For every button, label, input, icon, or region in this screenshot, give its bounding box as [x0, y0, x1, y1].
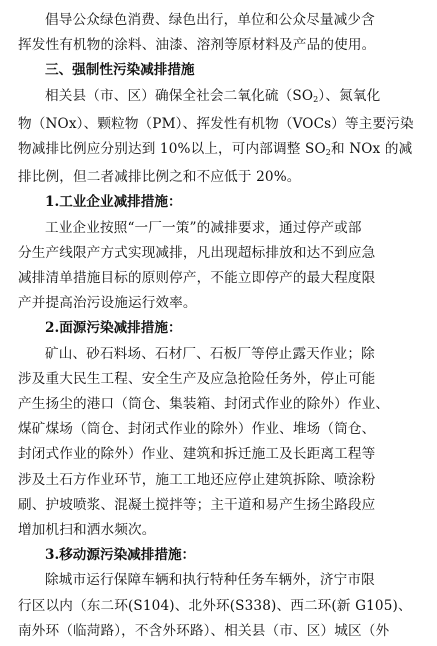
- text-line: 排比例，但二者减排比例之和不应低于 20%。: [18, 169, 301, 186]
- text-line: 相关县（市、区）确保全社会二氧化硫$(SO_2)$、氮氧化: [45, 87, 381, 104]
- subheading-industrial: 1.工业企业减排措施：: [45, 194, 182, 211]
- paragraph-mobile-source: [18, 568, 423, 644]
- text-line: 增加机扫和洒水频次。: [18, 522, 156, 539]
- text-line: 分生产线限产方式实现减排，凡出现超标排放和达不到应急: [18, 244, 376, 261]
- text-line: 倡导公众绿色消费、绿色出行，单位和公众尽量减少含: [45, 12, 375, 28]
- text-line: 物（NOx）、颗粒物（PM）、挥发性有机物（VOCs）等主要污染: [18, 115, 414, 132]
- text-line: 除城市运行保障车辆和执行特种任务车辆外，济宁市限: [45, 572, 375, 589]
- subheading-area-source: 2.面源污染减排措施：: [45, 320, 182, 337]
- text-line: 减排清单措施目标的原则停产，不能立即停产的最大程度限: [18, 270, 376, 287]
- text-line: 矿山、砂石料场、石材厂、石板厂等停止露天作业；除: [45, 345, 375, 362]
- paragraph-green-consumption: [18, 8, 423, 58]
- text-line: 产并提高治污设施运行效率。: [18, 295, 197, 312]
- text-line: 刷、护坡喷浆、混凝土搅拌等；主干道和易产生扬尘路段应: [18, 496, 376, 513]
- text-line: 行区以内（东二环(S104)、北外环(S338)、西二环(新 G105)、: [18, 597, 412, 614]
- text-line: 产生扬尘的港口（筒仓、集装箱、封闭式作业的除外）作业、: [18, 396, 390, 413]
- text-line: 煤矿煤场（筒仓、封闭式作业的除外）作业、堆场（筒仓、: [18, 421, 376, 438]
- text-line: 南外环（临菏路），不含外环路）、相关县（市、区）城区（外: [18, 622, 390, 639]
- section-heading: 三、强制性污染减排措施: [45, 62, 195, 79]
- text-line: 挥发性有机物的涂料、油漆、溶剂等原材料及产品的使用。: [18, 37, 376, 54]
- text-line: 涉及重大民生工程、安全生产及应急抢险任务外，停止可能: [18, 370, 376, 387]
- text-line: 涉及土石方作业环节，施工工地还应停止建筑拆除、喷涂粉: [18, 471, 376, 488]
- text-line: 物减排比例应分别达到 10%以上，可内部调整 $SO_2$和 NOx 的减: [18, 141, 413, 158]
- text-line: 工业企业按照“一厂一策”的减排要求，通过停产或部: [45, 219, 362, 236]
- paragraph-industrial: [18, 216, 423, 317]
- text-line: 封闭式作业的除外）作业、建筑和拆迁施工及长距离工程等: [18, 446, 376, 463]
- paragraph-emission-targets: [18, 84, 423, 191]
- subheading-mobile-source: 3.移动源污染减排措施：: [45, 547, 196, 564]
- paragraph-area-source: [18, 342, 423, 544]
